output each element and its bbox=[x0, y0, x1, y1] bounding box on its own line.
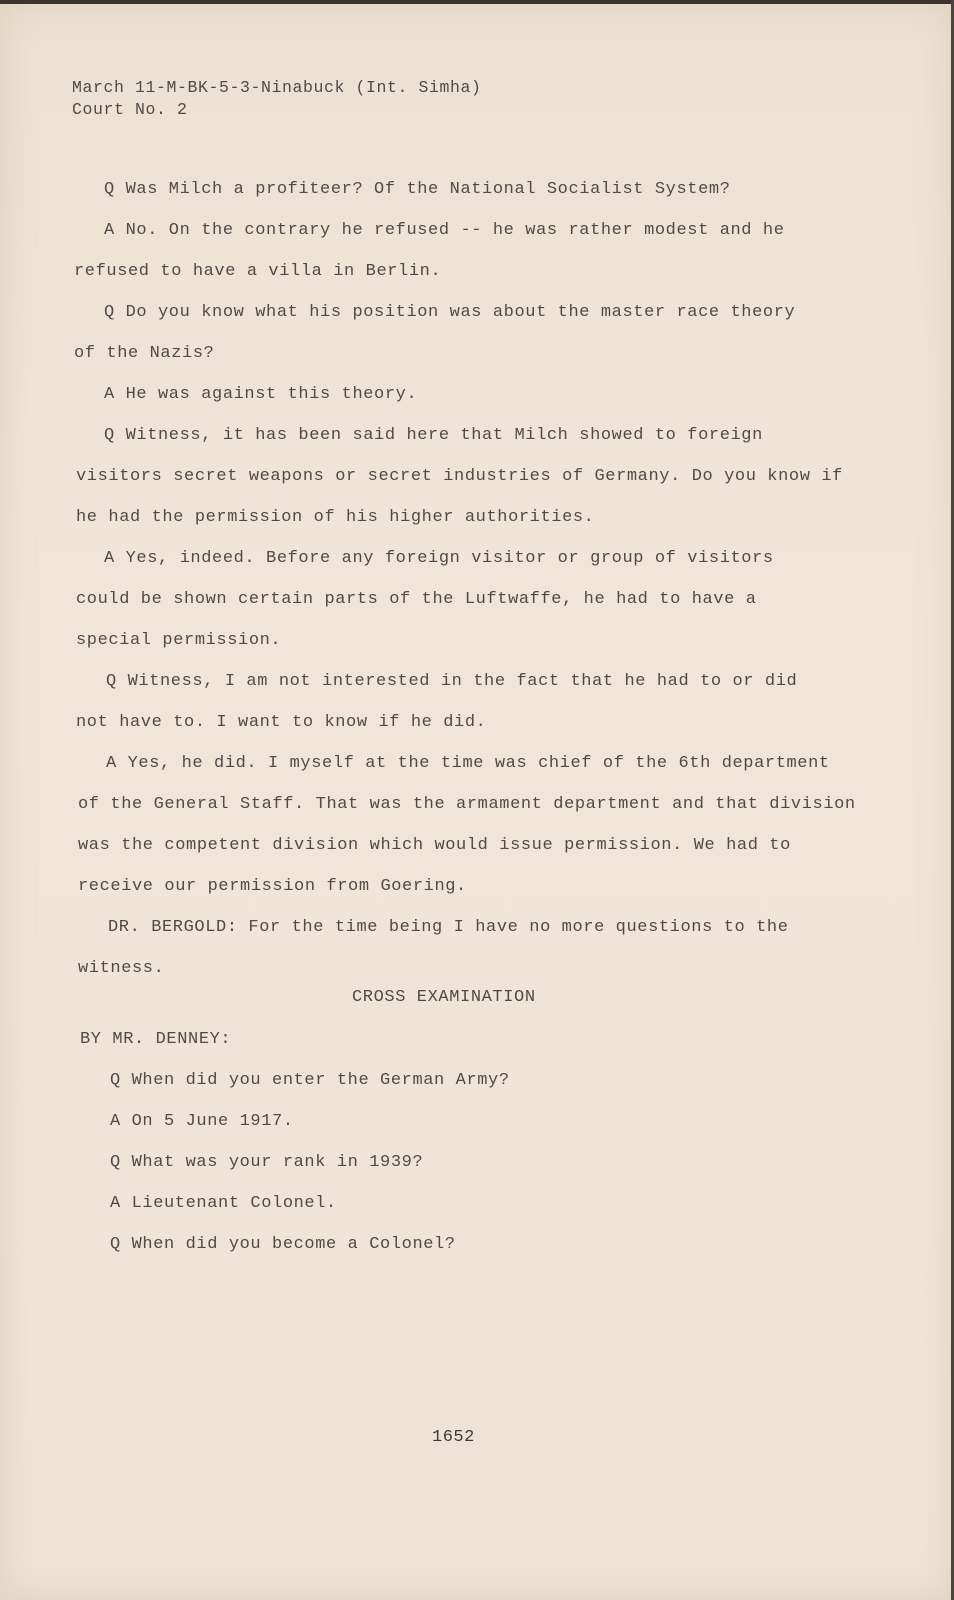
transcript-line: he had the permission of his higher authorities. bbox=[76, 508, 595, 527]
transcript-line: A No. On the contrary he refused -- he was rather modest and he bbox=[104, 221, 785, 240]
transcript-line: Q Witness, it has been said here that Milch showed to foreign bbox=[104, 426, 763, 445]
transcript-line: special permission. bbox=[76, 631, 282, 650]
transcript-line: of the General Staff. That was the armament department and that division bbox=[78, 795, 856, 814]
transcript-line: A Yes, he did. I myself at the time was chief of the 6th department bbox=[106, 754, 830, 773]
examiner-line: BY MR. DENNEY: bbox=[80, 1030, 232, 1049]
cross-exam-line: Q What was your rank in 1939? bbox=[110, 1153, 424, 1172]
transcript-line: A He was against this theory. bbox=[104, 385, 418, 404]
transcript-line: Q Was Milch a profiteer? Of the National Socialist System? bbox=[104, 180, 731, 199]
transcript-line: A Yes, indeed. Before any foreign visitor or group of visitors bbox=[104, 549, 774, 568]
transcript-line: could be shown certain parts of the Luftwaffe, he had to have a bbox=[76, 590, 757, 609]
page-number: 1652 bbox=[432, 1428, 475, 1447]
cross-exam-line: A Lieutenant Colonel. bbox=[110, 1194, 337, 1213]
transcript-line: of the Nazis? bbox=[74, 344, 215, 363]
cross-exam-line: Q When did you enter the German Army? bbox=[110, 1071, 510, 1090]
transcript-line: DR. BERGOLD: For the time being I have no more questions to the bbox=[108, 918, 789, 937]
header-court-line: Court No. 2 bbox=[72, 100, 188, 119]
scan-top-edge bbox=[0, 0, 954, 4]
header-session-line: March 11-M-BK-5-3-Ninabuck (Int. Simha) bbox=[72, 78, 482, 97]
section-heading: CROSS EXAMINATION bbox=[352, 988, 536, 1007]
transcript-line: receive our permission from Goering. bbox=[78, 877, 467, 896]
transcript-line: not have to. I want to know if he did. bbox=[76, 713, 487, 732]
transcript-line: Q Witness, I am not interested in the fact that he had to or did bbox=[106, 672, 798, 691]
cross-exam-line: A On 5 June 1917. bbox=[110, 1112, 294, 1131]
transcript-line: Q Do you know what his position was about the master race theory bbox=[104, 303, 796, 322]
transcript-line: witness. bbox=[78, 959, 165, 978]
transcript-line: visitors secret weapons or secret industries of Germany. Do you know if bbox=[76, 467, 843, 486]
transcript-line: was the competent division which would issue permission. We had to bbox=[78, 836, 791, 855]
transcript-line: refused to have a villa in Berlin. bbox=[74, 262, 442, 281]
cross-exam-line: Q When did you become a Colonel? bbox=[110, 1235, 456, 1254]
